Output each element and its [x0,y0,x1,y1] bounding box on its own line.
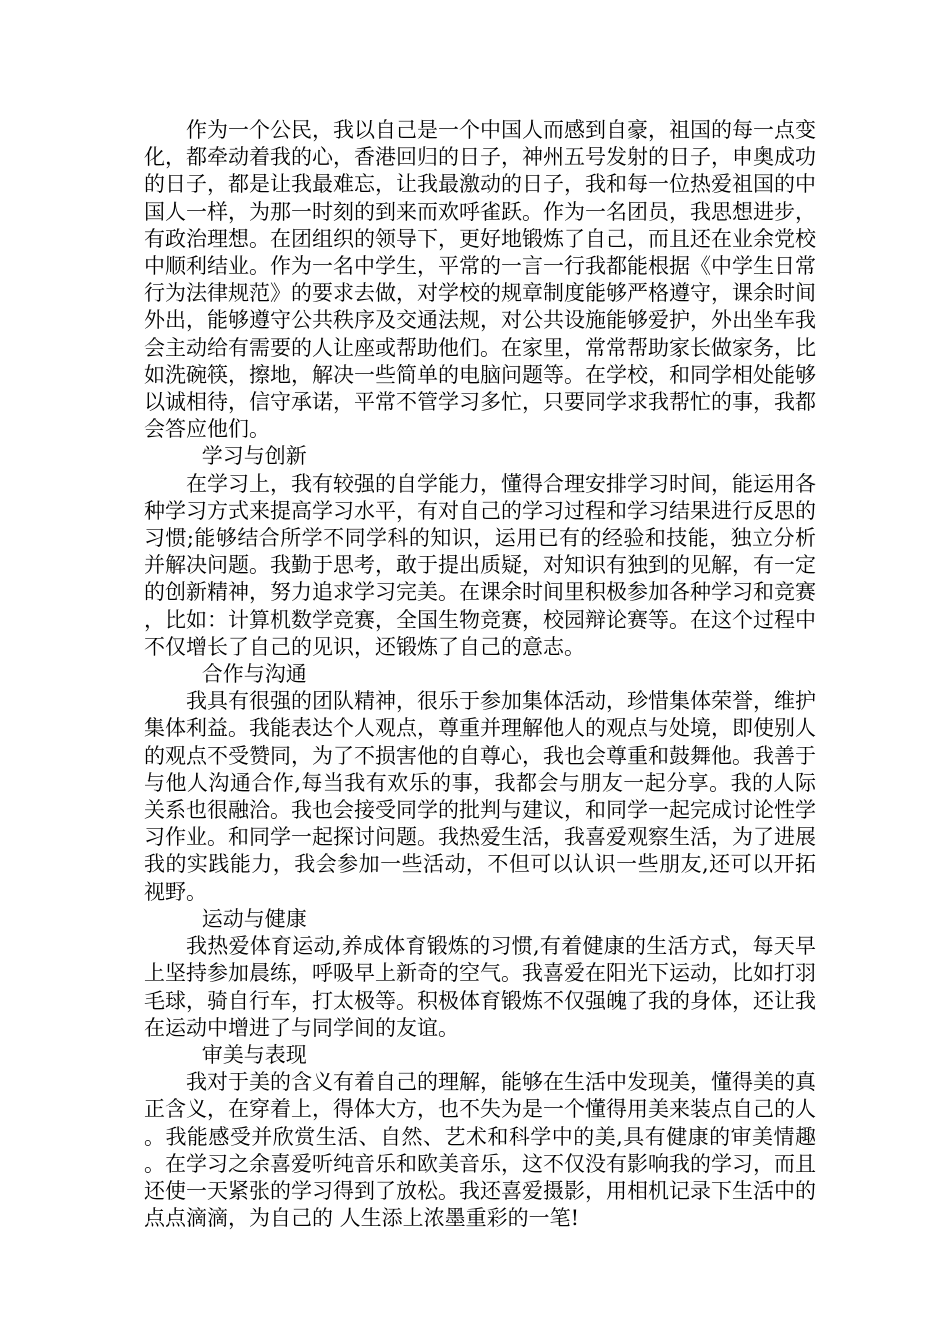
intro-paragraph: 作为一个公民，我以自己是一个中国人而感到自豪，祖国的每一点变化，都牵动着我的心，香港回归的日子，神州五号发射的日子，申奥成功的日子，都是让我最难忘，让我最激动的日子，我和每一位热爱祖国的中国人一样，为那一时刻的到来而欢呼雀跃。作为一名团员，我思想进步，有政治理想。在团组织的领导下，更好地锻炼了自己，而且还在业余党校中顺利结业。作为一名中学生，平常的一言一行我都能根据《中学生日常行为法律规范》的要求去做，对学校的规章制度能够严格遵守，课余时间外出，能够遵守公共秩序及交通法规，对公共设施能够爱护，外出坐车我会主动给有需要的人让座或帮助他们。在家里，常常帮助家长做家务，比如洗碗筷，擦地，解决一些简单的电脑问题等。在学校，和同学相处能够以诚相待，信守承诺，平常不管学习多忙，只要同学求我帮忙的事，我都会答应他们。 [144,118,816,442]
section-body-aesthetics: 我对于美的含义有着自己的理解，能够在生活中发现美，懂得美的真正含义，在穿着上，得体大方，也不失为是一个懂得用美来装点自己的人。我能感受并欣赏生活、自然、艺术和科学中的美,具有健康的审美情趣。在学习之余喜爱听纯音乐和欧美音乐，这不仅没有影响我的学习，而且还使一天紧张的学习得到了放松。我还喜爱摄影，用相机记录下生活中的点点滴滴，为自己的 人生添上浓墨重彩的一笔! [144,1070,816,1231]
section-heading-aesthetics: 审美与表现 [201,1042,307,1067]
section-body-learning: 在学习上，我有较强的自学能力，懂得合理安排学习时间，能运用各种学习方式来提高学习水平，有对自己的学习过程和学习结果进行反思的习惯;能够结合所学不同学科的知识，运用已有的经验和技能，独立分析并解决问题。我勤于思考，敢于提出质疑，对知识有独到的见解，有一定的创新精神，努力追求学习完美。在课余时间里积极参加各种学习和竞赛，比如：计算机数学竞赛，全国生物竞赛，校园辩论赛等。在这个过程中不仅增长了自己的见识，还锻炼了自己的意志。 [144,471,816,659]
section-heading-cooperation: 合作与沟通 [201,662,307,687]
document-page [144,117,816,1232]
section-body-cooperation: 我具有很强的团队精神，很乐于参加集体活动，珍惜集体荣誉，维护集体利益。我能表达个人观点，尊重并理解他人的观点与处境，即使别人的观点不受赞同，为了不损害他的自尊心，我也会尊重和鼓舞他。我善于与他人沟通合作,每当我有欢乐的事，我都会与朋友一起分享。我的人际关系也很融洽。我也会接受同学的批判与建议，和同学一起完成讨论性学习作业。和同学一起探讨问题。我热爱生活，我喜爱观察生活，为了进展我的实践能力，我会参加一些活动，不但可以认识一些朋友,还可以开拓视野。 [144,689,816,904]
section-body-sports: 我热爱体育运动,养成体育锻炼的习惯,有着健康的生活方式，每天早上坚持参加晨练，呼吸早上新奇的空气。我喜爱在阳光下运动，比如打羽毛球，骑自行车，打太极等。积极体育锻炼不仅强魄了我的身体，还让我在运动中增进了与同学间的友谊。 [144,934,816,1040]
section-heading-learning: 学习与创新 [201,444,307,469]
section-heading-sports: 运动与健康 [201,906,307,931]
